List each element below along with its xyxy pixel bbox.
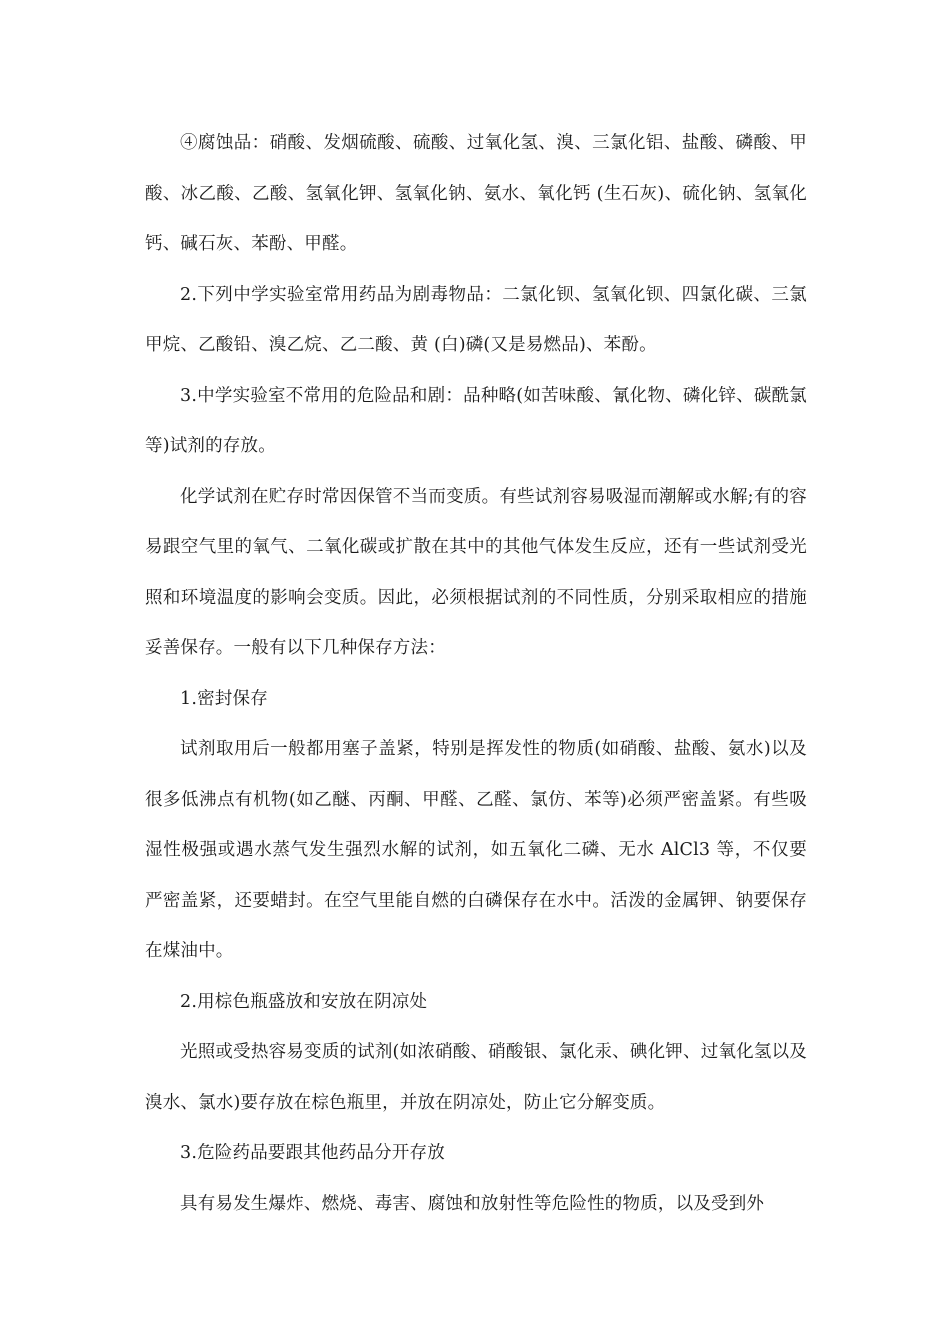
- paragraph-uncommon-hazards: 3.中学实验室不常用的危险品和剧：品种略(如苦味酸、氰化物、磷化锌、碳酰氯等)试剂的存放。: [145, 385, 807, 456]
- paragraph-toxic-substances: 2.下列中学实验室常用药品为剧毒物品：二氯化钡、氢氧化钡、四氯化碳、三氯甲烷、乙酸铅、溴乙烷、乙二酸、黄 (白)磷(又是易燃品)、苯酚。: [145, 284, 807, 355]
- paragraph-storage-intro: 化学试剂在贮存时常因保管不当而变质。有些试剂容易吸湿而潮解或水解;有的容易跟空气里的氧气、二氧化碳或扩散在其中的其他气体发生反应，还有一些试剂受光照和环境温度的影响会变质。因此，必须根据试剂的不同性质，分别采取相应的措施妥善保存。一般有以下几种保存方法：: [145, 486, 807, 658]
- heading-sealed-storage: 1.密封保存: [180, 688, 268, 709]
- paragraph-sealed-storage: 试剂取用后一般都用塞子盖紧，特别是挥发性的物质(如硝酸、盐酸、氨水)以及很多低沸点有机物(如乙醚、丙酮、甲醛、乙醛、氯仿、苯等)必须严密盖紧。有些吸湿性极强或遇水蒸气发生强烈水解的试剂，如五氧化二磷、无水 AlCl3 等，不仅要严密盖紧，还要蜡封。在空气里能自燃的白磷保存在水中。活泼的金属钾、钠要保存在煤油中。: [145, 739, 807, 961]
- paragraph-brown-bottle: 光照或受热容易变质的试剂(如浓硝酸、硝酸银、氯化汞、碘化钾、过氧化氢以及溴水、氯水)要存放在棕色瓶里，并放在阴凉处，防止它分解变质。: [145, 1042, 807, 1113]
- paragraph-corrosives: ④腐蚀品：硝酸、发烟硫酸、硫酸、过氧化氢、溴、三氯化铝、盐酸、磷酸、甲酸、冰乙酸、乙酸、氢氧化钾、氢氧化钠、氨水、氧化钙 (生石灰)、硫化钠、氢氧化钙、碱石灰、苯酚、甲醛。: [145, 133, 807, 254]
- heading-brown-bottle: 2.用棕色瓶盛放和安放在阴凉处: [180, 991, 428, 1012]
- heading-separate-storage: 3.危险药品要跟其他药品分开存放: [180, 1143, 445, 1163]
- document-page: [145, 118, 807, 1229]
- paragraph-separate-storage: 具有易发生爆炸、燃烧、毒害、腐蚀和放射性等危险性的物质，以及受到外: [180, 1193, 765, 1214]
